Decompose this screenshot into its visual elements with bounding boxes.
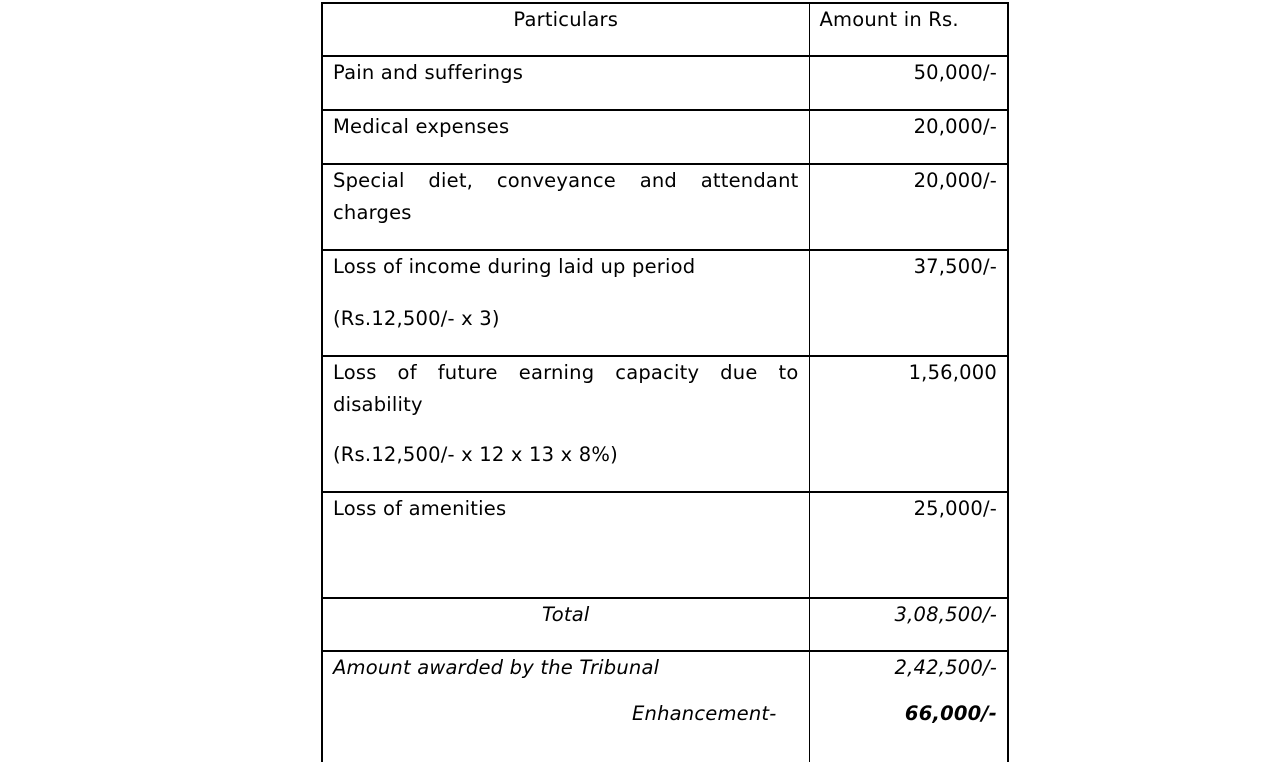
row-amount: 1,56,000 bbox=[809, 356, 1008, 492]
row-particular: Medical expenses bbox=[322, 110, 809, 164]
row-particular: Loss of income during laid up period bbox=[333, 255, 696, 278]
compensation-table bbox=[321, 2, 1009, 762]
tribunal-amount: 2,42,500/- bbox=[894, 656, 997, 679]
row-particular: Loss of amenities bbox=[322, 492, 809, 598]
row-particular-cell bbox=[322, 250, 809, 356]
header-particulars: Particulars bbox=[322, 3, 809, 56]
table-row bbox=[322, 492, 1008, 598]
row-detail: (Rs.12,500/- x 3) bbox=[333, 307, 500, 330]
row-amount: 20,000/- bbox=[809, 164, 1008, 250]
table-row bbox=[322, 250, 1008, 356]
row-particular: Special diet, conveyance and attendant charges bbox=[322, 164, 809, 250]
enhancement-label: Enhancement- bbox=[632, 702, 777, 725]
table-header-row bbox=[322, 3, 1008, 56]
total-row bbox=[322, 598, 1008, 651]
table-row bbox=[322, 56, 1008, 110]
row-detail: (Rs.12,500/- x 12 x 13 x 8%) bbox=[333, 443, 618, 466]
tribunal-label: Amount awarded by the Tribunal bbox=[333, 656, 660, 679]
table-row bbox=[322, 356, 1008, 492]
row-amount: 25,000/- bbox=[809, 492, 1008, 598]
row-amount: 37,500/- bbox=[809, 250, 1008, 356]
enhancement-amount: 66,000/- bbox=[904, 702, 997, 725]
total-label: Total bbox=[322, 598, 809, 651]
table-row bbox=[322, 110, 1008, 164]
row-amount: 50,000/- bbox=[809, 56, 1008, 110]
row-amount: 20,000/- bbox=[809, 110, 1008, 164]
tribunal-row bbox=[322, 651, 1008, 762]
row-particular: Loss of future earning capacity due to disability bbox=[333, 361, 799, 416]
table-row bbox=[322, 164, 1008, 250]
tribunal-cell bbox=[322, 651, 809, 762]
total-amount: 3,08,500/- bbox=[809, 598, 1008, 651]
row-particular: Pain and sufferings bbox=[322, 56, 809, 110]
row-particular-cell bbox=[322, 356, 809, 492]
tribunal-amount-cell bbox=[809, 651, 1008, 762]
header-amount: Amount in Rs. bbox=[809, 3, 1008, 56]
